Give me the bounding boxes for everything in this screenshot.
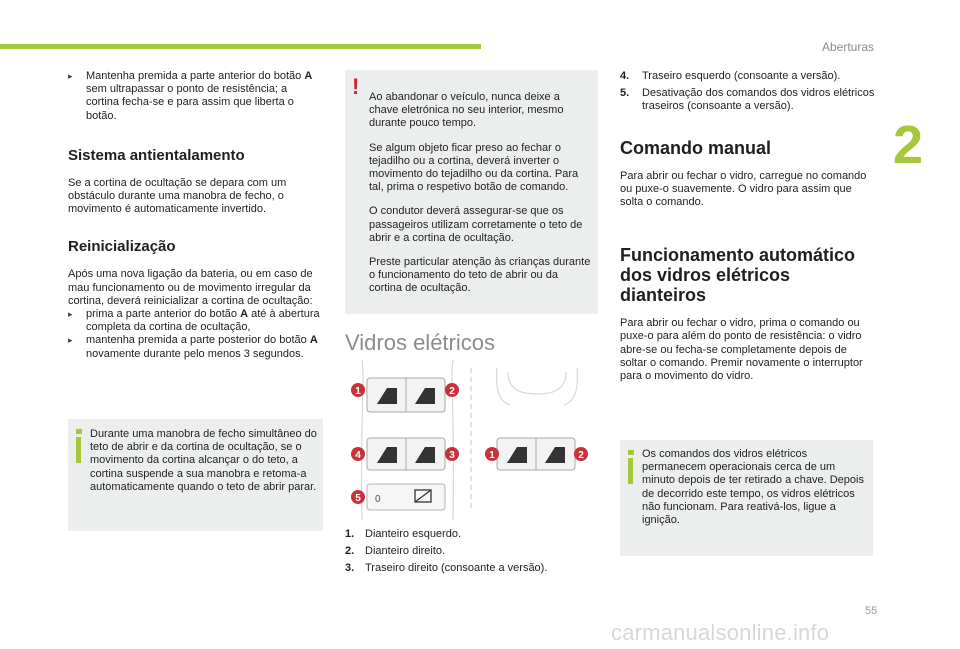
intro-bullet: ▸ Mantenha premida a parte anterior do botão A sem ultrapassar o ponto de resistência; a cortina fecha-se e para assim que liberta o botão. (68, 70, 313, 122)
list-item: 5. Desativação dos comandos dos vidros elétricos traseiros (consoante a versão). (620, 87, 875, 113)
bullet-icon: ▸ (68, 71, 73, 81)
comando-manual-text: Para abrir ou fechar o vidro, carregue no comando ou puxe-o suavemente. O vidro para assim que solta o comando. (620, 169, 867, 209)
switch-panel-front (367, 378, 445, 412)
badge-label-3: 3 (449, 450, 455, 461)
section-title-antientalamento: Sistema antientalamento (68, 146, 245, 164)
badge-label-2: 2 (449, 386, 455, 397)
list-item: 4. Traseiro esquerdo (consoante a versão). (620, 70, 841, 82)
switch-zero-label: 0 (375, 494, 381, 505)
warning-box (345, 70, 598, 314)
warning-line-3: O condutor deverá assegurar-se que os passageiros utilizam corretamente o teto de abrir e a cortina de ocultação. (369, 205, 583, 244)
warning-line-4: Preste particular atenção às crianças durante o funcionamento do teto de abrir ou da cortina de ocultação. (369, 256, 591, 295)
switch-panel-passenger (497, 438, 575, 470)
info-icon (76, 437, 81, 463)
column-3 (620, 70, 875, 383)
reinicializacao-text: Após uma nova ligação da bateria, ou em caso de mau funcionamento ou de movimento irregular da cortina, deverá reinicializar a cortina de ocultação: (68, 268, 313, 307)
warning-line-1: Ao abandonar o veículo, nunca deixe a chave eletrónica no seu interior, mesmo durante pouco tempo. (369, 91, 564, 130)
column-1 (68, 70, 323, 361)
info-box-left-text: Durante uma manobra de fecho simultâneo do teto de abrir e da cortina de ocultação, se o movimento da cortina alcançar o do teto, a cortina suspende a sua manobra e retoma-a automaticamente quando o teto de abrir parar. (90, 428, 317, 493)
badge-label-5: 5 (355, 493, 361, 504)
chapter-title: Aberturas (821, 40, 874, 54)
caption-item: 3. Traseiro direito (consoante a versão). (345, 562, 548, 575)
figure-captions (345, 528, 605, 580)
bullet-icon: ▸ (68, 309, 73, 320)
reinit-bullet-1: ▸ prima a parte anterior do botão A até à abertura completa da cortina de ocultação, (68, 308, 320, 334)
warning-icon: ! (352, 74, 360, 99)
switch-panel-driver (367, 438, 445, 470)
info-box-right (620, 440, 873, 556)
caption-item: 2. Dianteiro direito. (345, 545, 446, 558)
warning-line-2: Se algum objeto ficar preso ao fechar o tejadilho ou a cortina, deverá inverter o movimento do tejadilho ou da cortina. Para tal, prima o respetivo botão de comando. (369, 141, 579, 194)
chapter-number: 2 (893, 115, 924, 175)
antientalamento-text: Se a cortina de ocultação se depara com um obstáculo durante uma manobra de fecho, o movimento é automaticamente invertido. (68, 176, 287, 216)
badge-label-1: 1 (355, 386, 361, 397)
watermark-text: carmanualsonline.info (611, 620, 830, 645)
page-number: 55 (865, 605, 878, 617)
badge-label-right-1: 1 (489, 450, 495, 461)
caption-item: 1. Dianteiro esquerdo. (345, 528, 462, 540)
window-controls-diagram (345, 360, 597, 520)
bullet-icon: ▸ (68, 335, 73, 346)
chapter-accent-bar (0, 44, 481, 49)
info-icon (628, 458, 633, 484)
badge-label-4: 4 (355, 450, 361, 461)
badge-label-right-2: 2 (578, 450, 584, 461)
reinit-bullet-2: ▸ mantenha premida a parte posterior do botão A novamente durante pelo menos 3 segundos. (68, 334, 318, 360)
info-box-left (68, 419, 323, 531)
section-title-reinicializacao: Reinicialização (68, 238, 176, 256)
section-title-funcionamento-automatico: Funcionamento automático dos vidros elétricos dianteiros (620, 245, 856, 306)
funcionamento-automatico-text: Para abrir ou fechar o vidro, prima o comando ou puxe-o para além do ponto de resistência: o vidro abre-se ou fecha-se completamente depois de soltar o comando. Premir novamente o interruptor para o movimento do vidro. (620, 317, 863, 383)
child-lock-switch (367, 484, 445, 510)
info-box-right-text: Os comandos dos vidros elétricos permanecem operacionais cerca de um minuto depois de ter retirado a chave. Depois de decorrido este tempo, os vidros elétricos não funcionam. Para reativá-los, ligue a ignição. (642, 448, 864, 527)
section-title-vidros-eletricos: Vidros elétricos (345, 330, 495, 355)
section-title-comando-manual: Comando manual (620, 137, 772, 158)
